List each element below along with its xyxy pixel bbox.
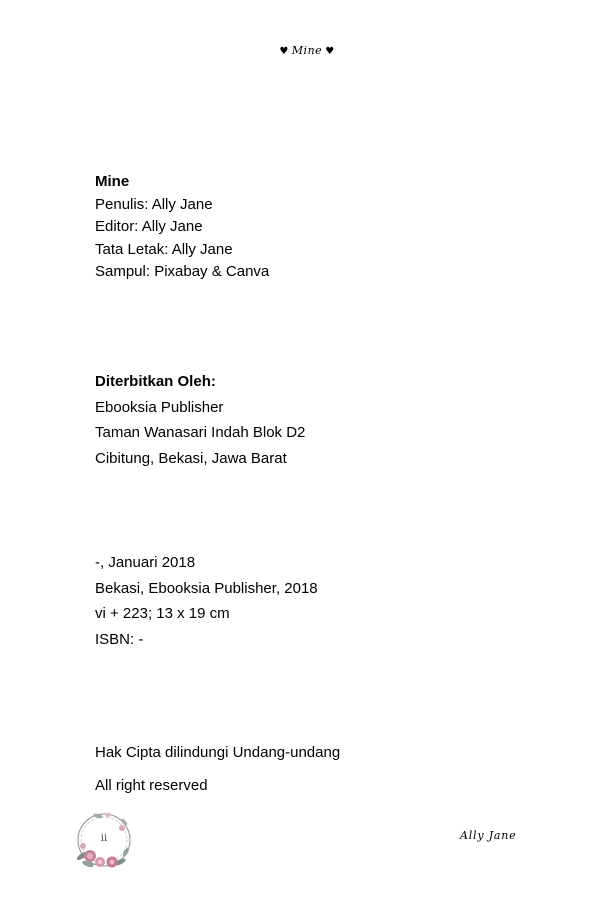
edition-date: -, Januari 2018 [95,554,196,571]
publisher-name: Ebooksia Publisher [95,398,224,416]
publisher-city: Cibitung, Bekasi, Jawa Barat [95,449,287,467]
rights-reserved: All right reserved [95,777,208,794]
cover-line: Sampul: Pixabay & Canva [95,263,270,280]
running-header [0,44,614,57]
copyright-section [95,736,340,802]
publisher-address: Taman Wanasari Indah Blok D2 [95,424,306,441]
floral-wreath-icon [68,806,140,878]
book-info-section [95,171,269,284]
publisher-heading: Diterbitkan Oleh: [95,373,216,390]
author-line: Penulis: Ally Jane [95,195,213,213]
layout-line: Tata Letak: Ally Jane [95,240,233,258]
edition-section [95,550,318,652]
heart-icon: ♥ [279,46,289,57]
page-number: ii [100,833,108,844]
edition-dimensions: vi + 223; 13 x 19 cm [95,605,230,622]
footer-author: Ally Jane [460,829,517,842]
edition-imprint: Bekasi, Ebooksia Publisher, 2018 [95,579,318,597]
edition-isbn: ISBN: - [95,630,144,648]
running-header-title: Mine [291,44,323,57]
copyright-notice: Hak Cipta dilindungi Undang-undang [95,744,341,761]
publisher-section [95,369,305,471]
editor-line: Editor: Ally Jane [95,218,203,235]
heart-icon: ♥ [325,46,335,57]
book-title: Mine [95,173,130,190]
